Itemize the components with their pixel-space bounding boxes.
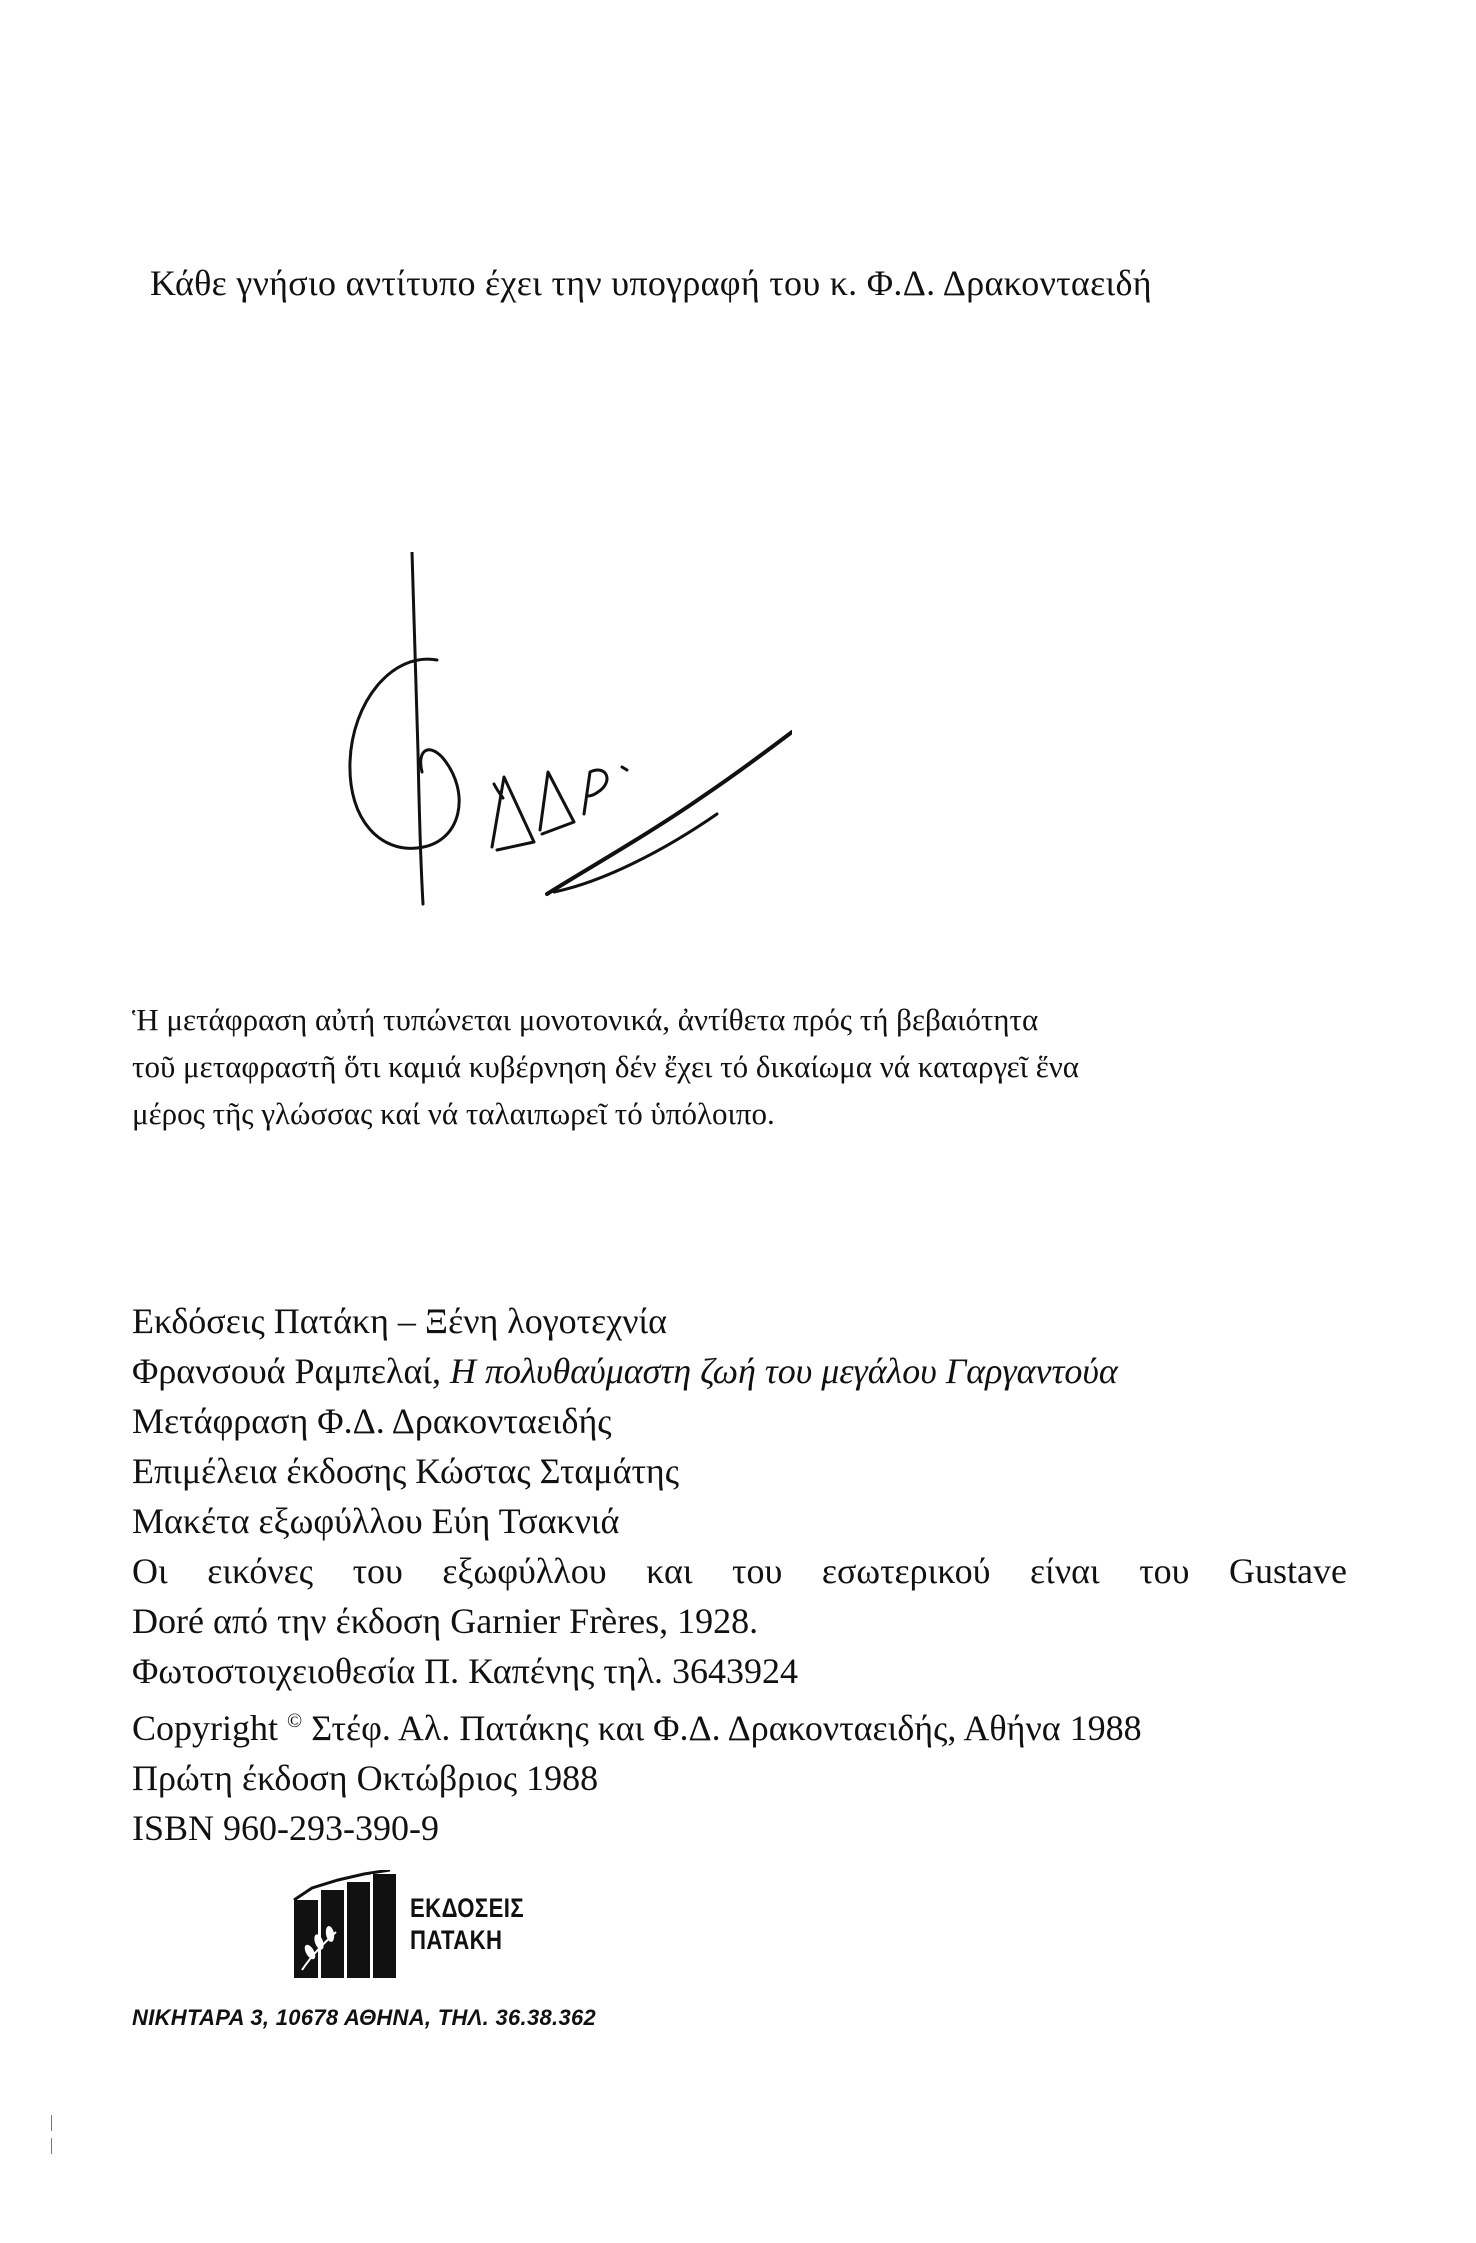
logo-line-2: ΠΑΤΑΚΗ bbox=[410, 1925, 503, 1955]
translator-note bbox=[132, 996, 1332, 1137]
translator-note-line: τοῦ μεταφραστῆ ὅτι καμιά κυβέρνηση δέν ἔχει τό δικαίωμα νά καταργεῖ ἕνα bbox=[132, 1049, 1080, 1084]
margin-mark bbox=[51, 2115, 52, 2131]
images-credit-line-continued: Doré από την έκδοση Garnier Frères, 1928. bbox=[132, 1601, 759, 1641]
copyright-prefix: Copyright bbox=[132, 1708, 279, 1748]
books-logo-icon bbox=[292, 1870, 404, 1982]
publisher-logo-text bbox=[410, 1892, 524, 1956]
authenticity-notice: Κάθε γνήσιο αντίτυπο έχει την υπογραφή του κ. Φ.Δ. Δρακονταειδή bbox=[150, 263, 1152, 303]
copyright-text: Στέφ. Αλ. Πατάκης και Φ.Δ. Δρακονταειδής, Αθήνα 1988 bbox=[311, 1708, 1142, 1748]
copyright-symbol: © bbox=[287, 1710, 303, 1732]
translation-line: Μετάφραση Φ.Δ. Δρακονταειδής bbox=[132, 1401, 612, 1441]
series-line: Εκδόσεις Πατάκη – Ξένη λογοτεχνία bbox=[132, 1301, 668, 1341]
translator-note-line: Ἡ μετάφραση αὐτή τυπώνεται μονοτονικά, ἀντίθετα πρός τή βεβαιότητα bbox=[132, 1002, 1039, 1037]
copyright-line bbox=[132, 1696, 1347, 1753]
publisher-address: ΝΙΚΗΤΑΡΑ 3, 10678 ΑΘΗΝΑ, ΤΗΛ. 36.38.362 bbox=[132, 2005, 597, 2030]
author-title-line bbox=[132, 1346, 1347, 1396]
images-credit-line: Οι εικόνες του εξωφύλλου και του εσωτερικού είναι του Gustave bbox=[132, 1551, 1347, 1591]
publisher-logo bbox=[292, 1870, 582, 1982]
isbn-line: ISBN 960-293-390-9 bbox=[132, 1808, 439, 1848]
logo-line-1: ΕΚΔΟΣΕΙΣ bbox=[410, 1893, 525, 1923]
editing-line: Επιμέλεια έκδοσης Κώστας Σταμάτης bbox=[132, 1451, 679, 1491]
author-name: Φρανσουά Ραμπελαί, bbox=[132, 1351, 441, 1391]
typesetting-line: Φωτοστοιχειοθεσία Π. Καπένης τηλ. 3643924 bbox=[132, 1651, 799, 1691]
first-edition-line: Πρώτη έκδοση Οκτώβριος 1988 bbox=[132, 1758, 599, 1798]
cover-design-line: Μακέτα εξωφύλλου Εύη Τσακνιά bbox=[132, 1501, 620, 1541]
book-title: Η πολυθαύμαστη ζωή του μεγάλου Γαργαντούα bbox=[450, 1351, 1118, 1391]
margin-mark bbox=[51, 2138, 52, 2154]
credits-block bbox=[132, 1296, 1347, 1853]
translator-note-line: μέρος τῆς γλώσσας καί νά ταλαιπωρεῖ τό ὑπόλοιπο. bbox=[132, 1096, 775, 1131]
handwritten-signature bbox=[322, 552, 792, 922]
